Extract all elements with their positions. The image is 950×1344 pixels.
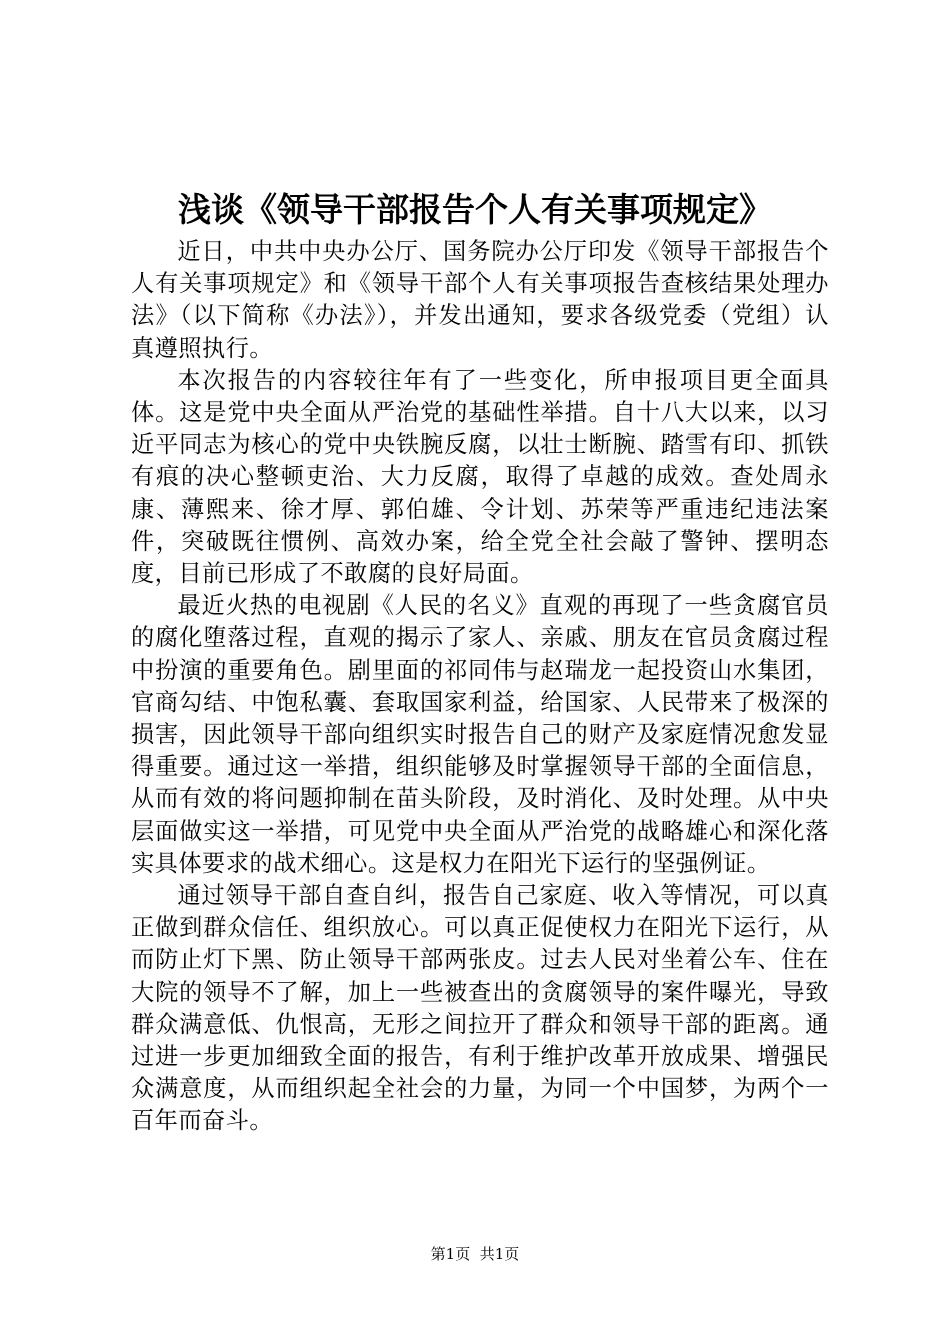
paragraph-4: 通过领导干部自查自纠，报告自己家庭、收入等情况，可以真正做到群众信任、组织放心。可以真正促使权力在阳光下运行，从而防止灯下黑、防止领导干部两张皮。过去人民对坐着公车、住在大院的领导不了解，加上一些被查出的贪腐领导的案件曝光，导致群众满意低、仇恨高，无形之间拉开了群众和领导干部的距离。通过进一步更加细致全面的报告，有利于维护改革开放成果、增强民众满意度，从而组织起全社会的力量，为同一个中国梦，为两个一百年而奋斗。 [131,882,829,1135]
page-number-current: 第1页 [430,1245,471,1263]
paragraph-3: 最近火热的电视剧《人民的名义》直观的再现了一些贪腐官员的腐化堕落过程，直观的揭示了家人、亲戚、朋友在官员贪腐过程中扮演的重要角色。剧里面的祁同伟与赵瑞龙一起投资山水集团，官商勾结、中饱私囊、套取国家利益，给国家、人民带来了极深的损害，因此领导干部向组织实时报告自己的财产及家庭情况愈发显得重要。通过这一举措，组织能够及时掌握领导干部的全面信息，从而有效的将问题抑制在苗头阶段，及时消化、及时处理。从中央层面做实这一举措，可见党中央全面从严治党的战略雄心和深化落实具体要求的战术细心。这是权力在阳光下运行的坚强例证。 [131,592,829,877]
paragraph-2: 本次报告的内容较往年有了一些变化，所申报项目更全面具体。这是党中央全面从严治党的基础性举措。自十八大以来，以习近平同志为核心的党中央铁腕反腐，以壮士断腕、踏雪有印、抓铁有痕的决心整顿吏治、大力反腐，取得了卓越的成效。查处周永康、薄熙来、徐才厚、郭伯雄、令计划、苏荣等严重违纪违法案件，突破既往惯例、高效办案，给全党全社会敲了警钟、摆明态度，目前已形成了不敢腐的良好局面。 [131,366,829,588]
page-footer [0,1244,950,1264]
document-title: 浅谈《领导干部报告个人有关事项规定》 [178,190,772,229]
document-body [131,236,829,1138]
page-number-total: 共1页 [479,1245,520,1263]
paragraph-1: 近日，中共中央办公厅、国务院办公厅印发《领导干部报告个人有关事项规定》和《领导干部个人有关事项报告查核结果处理办法》（以下简称《办法》），并发出通知，要求各级党委（党组）认真遵照执行。 [131,238,829,362]
